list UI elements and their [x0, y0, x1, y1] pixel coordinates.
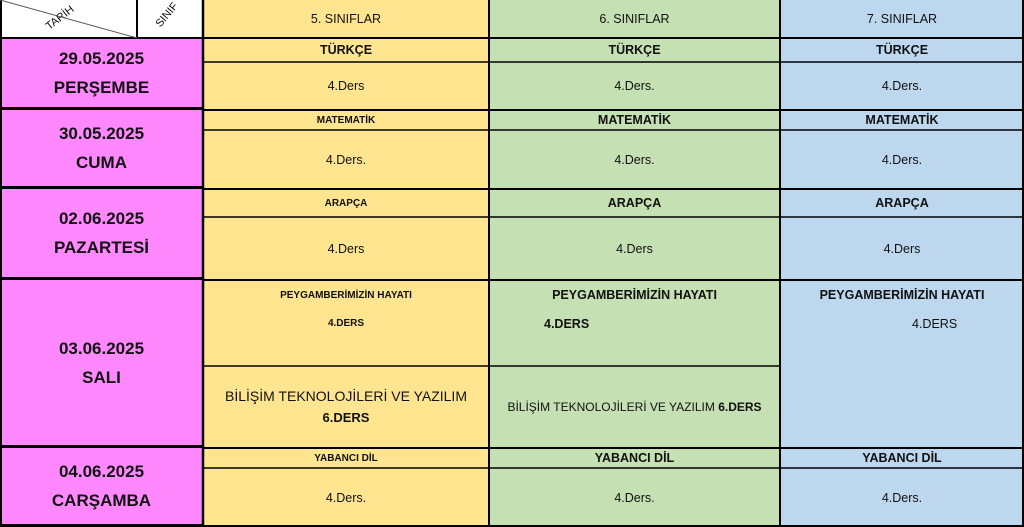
lesson-text: 4.DERS — [544, 317, 590, 331]
lesson-cell: 4.Ders. — [203, 130, 489, 189]
subject-cell: ARAPÇA — [489, 189, 780, 217]
subject-cell: MATEMATİK — [489, 110, 780, 130]
lesson-cell: 4.Ders. — [489, 62, 780, 110]
lesson-cell: 4.Ders. — [489, 130, 780, 189]
subject-text: PEYGAMBERİMİZİN HAYATI — [819, 288, 985, 302]
date-cell-2 — [0, 110, 203, 189]
lesson-cell: 4.Ders. — [780, 130, 1024, 189]
bilisim-text: BİLİŞİM TEKNOLOJİLERİ VE YAZILIM — [507, 400, 715, 414]
header-7-sinif: 7. SINIFLAR — [780, 0, 1024, 38]
date-text: 04.06.2025 — [58, 462, 145, 481]
subject-cell: TÜRKÇE — [489, 38, 780, 62]
lesson-cell: 4.Ders — [203, 62, 489, 110]
subject-text: PEYGAMBERİMİZİN HAYATI — [552, 288, 717, 302]
subject-cell: YABANCI DİL — [203, 448, 489, 468]
header-sinif-label: SINIF — [153, 0, 181, 30]
lesson-cell: 4.Ders — [489, 217, 780, 280]
day-text: CUMA — [76, 153, 127, 172]
date-text: 02.06.2025 — [58, 209, 145, 228]
bilisim-cell-5 — [203, 366, 489, 448]
header-tarih-label: TARİH — [43, 3, 77, 33]
day-text: SALI — [82, 367, 121, 387]
header-6-sinif: 6. SINIFLAR — [489, 0, 780, 38]
date-cell-5 — [0, 448, 203, 527]
date-text: 29.05.2025 — [58, 48, 145, 68]
header-5-sinif: 5. SINIFLAR — [203, 0, 489, 38]
subject-cell: YABANCI DİL — [489, 448, 780, 468]
subject-cell: TÜRKÇE — [203, 38, 489, 62]
subject-cell: YABANCI DİL — [780, 448, 1024, 468]
header-corner-cell — [0, 0, 203, 38]
date-cell-1 — [0, 38, 203, 110]
lesson-cell: 4.Ders. — [780, 468, 1024, 527]
lesson-cell: 4.Ders — [780, 217, 1024, 280]
day-text: CARŞAMBA — [51, 491, 152, 510]
bilisim-cell-6 — [489, 366, 780, 448]
lesson-cell: 4.Ders. — [203, 468, 489, 527]
peygamberimiz-cell-6 — [489, 280, 780, 366]
peygamberimiz-cell-5 — [203, 280, 489, 366]
date-text: 30.05.2025 — [58, 124, 145, 143]
date-text: 03.06.2025 — [58, 338, 145, 358]
lesson-cell: 4.Ders. — [780, 62, 1024, 110]
day-text: PERŞEMBE — [53, 77, 150, 97]
peygamberimiz-cell-7 — [780, 280, 1024, 366]
lesson-text: 4.DERS — [912, 317, 958, 331]
bilisim-text: BİLİŞİM TEKNOLOJİLERİ VE YAZILIM — [225, 388, 467, 404]
bilisim-lesson: 6.DERS — [718, 400, 762, 414]
date-cell-4 — [0, 280, 203, 448]
date-cell-3 — [0, 189, 203, 280]
subject-cell: MATEMATİK — [780, 110, 1024, 130]
empty-cell-7 — [780, 366, 1024, 448]
subject-cell: TÜRKÇE — [780, 38, 1024, 62]
subject-cell: MATEMATİK — [203, 110, 489, 130]
subject-cell: ARAPÇA — [203, 189, 489, 217]
lesson-cell: 4.Ders — [203, 217, 489, 280]
lesson-cell: 4.Ders. — [489, 468, 780, 527]
bilisim-lesson: 6.DERS — [322, 410, 370, 425]
day-text: PAZARTESİ — [53, 238, 150, 257]
subject-text: PEYGAMBERİMİZİN HAYATI — [280, 290, 412, 301]
subject-cell: ARAPÇA — [780, 189, 1024, 217]
lesson-text: 4.DERS — [327, 318, 365, 329]
